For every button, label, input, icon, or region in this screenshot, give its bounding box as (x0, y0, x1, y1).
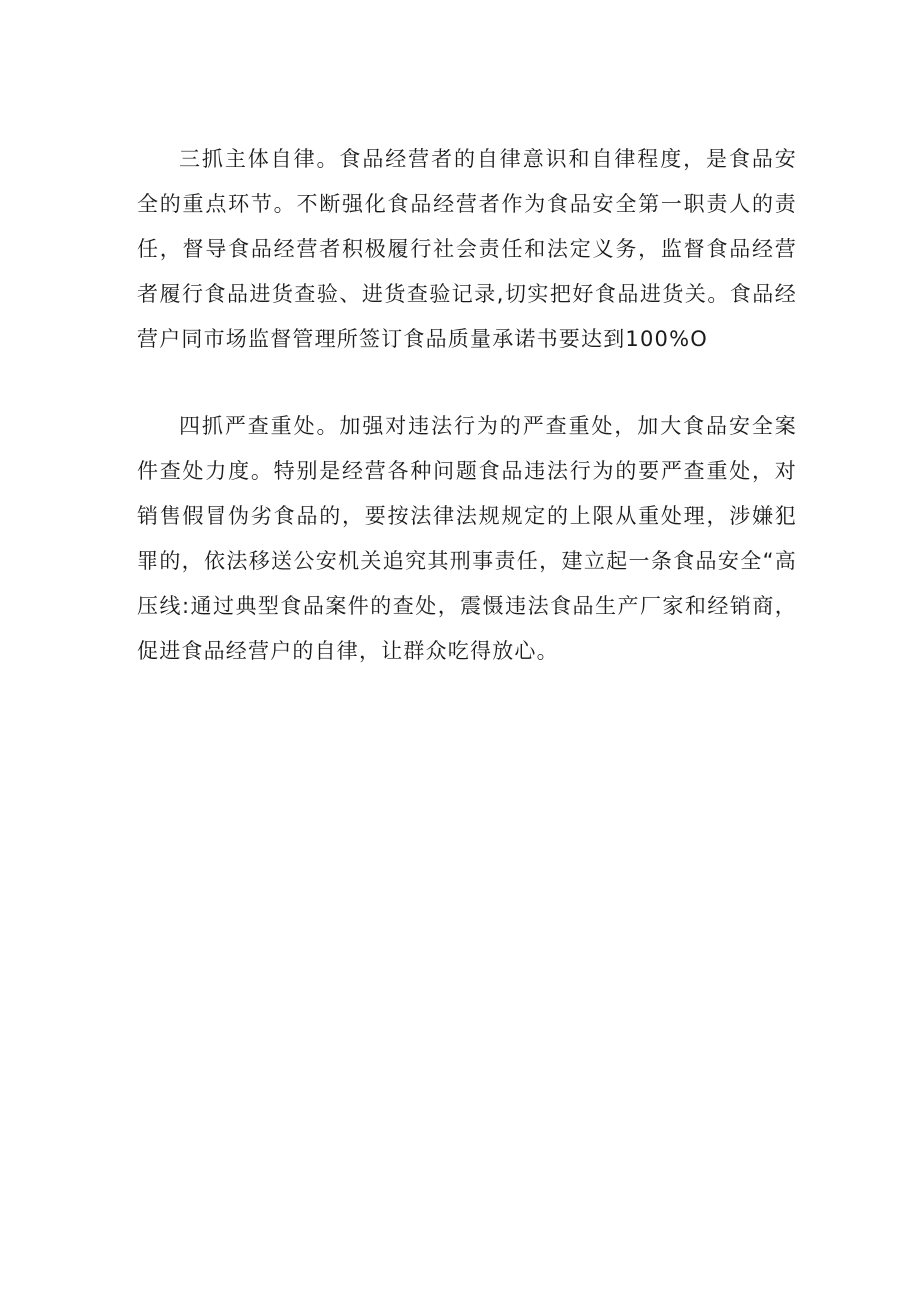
paragraph-self-discipline: 三抓主体自律。食品经营者的自律意识和自律程度，是食品安全的重点环节。不断强化食品经营者作为食品安全第一职责人的责任，督导食品经营者积极履行社会责任和法定义务，监督食品经营者履行食品进货查验、进货查验记录,切实把好食品进货关。食品经营户同市场监督管理所签订食品质量承诺书要达到100%O (137, 147, 797, 351)
document-body (137, 137, 797, 674)
paragraph-strict-investigation: 四抓严查重处。加强对违法行为的严查重处，加大食品安全案件查处力度。特别是经营各种问题食品违法行为的要严查重处，对销售假冒伪劣食品的，要按法律法规规定的上限从重处理，涉嫌犯罪的，依法移送公安机关追究其刑事责任，建立起一条食品安全“高压线:通过典型食品案件的查处，震慑违法食品生产厂家和经销商，促进食品经营户的自律，让群众吃得放心。 (137, 414, 797, 663)
